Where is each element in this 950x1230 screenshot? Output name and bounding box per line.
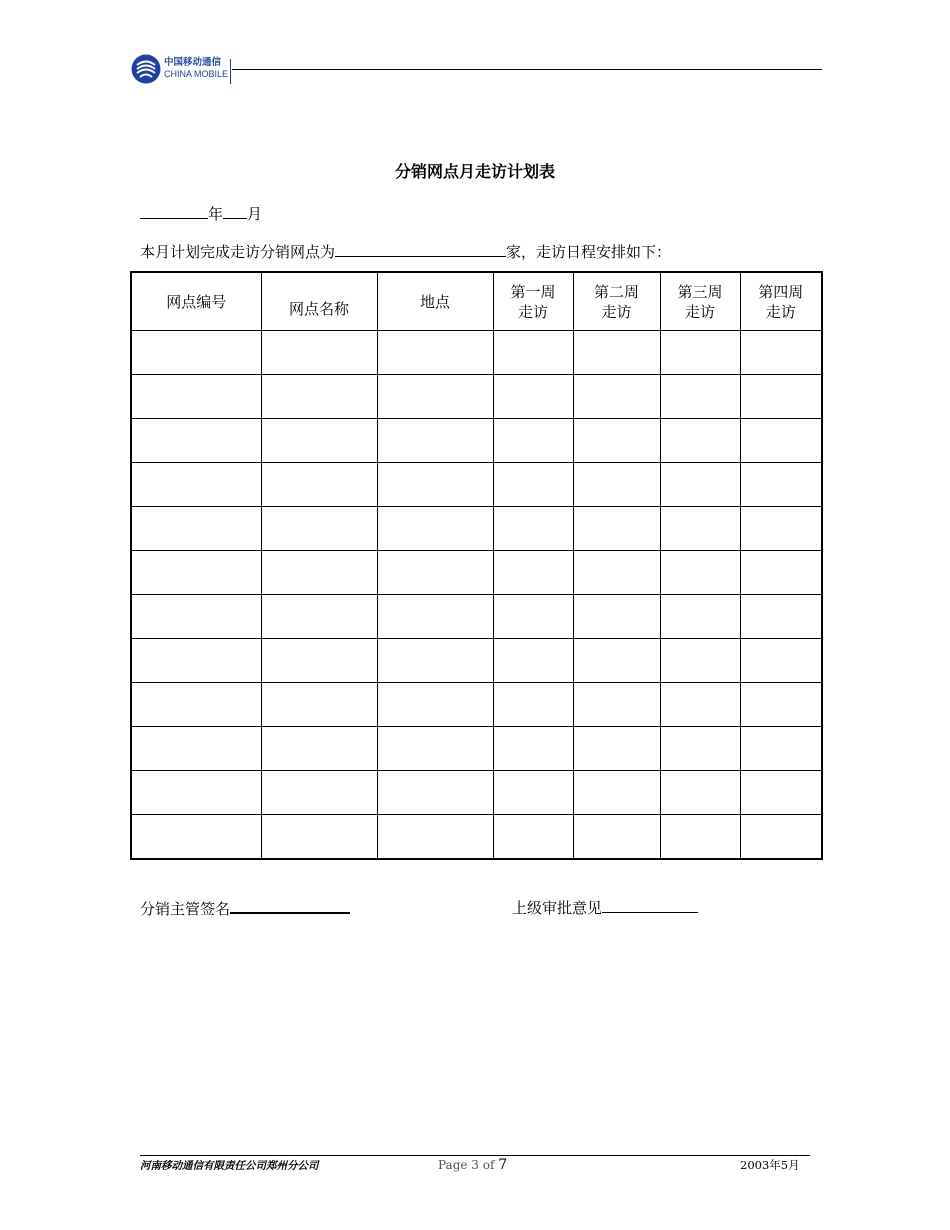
table-cell[interactable] <box>573 771 660 815</box>
table-cell[interactable] <box>573 551 660 595</box>
approval-opinion-blank[interactable] <box>602 896 698 913</box>
plan-prefix: 本月计划完成走访分销网点为 <box>140 243 336 261</box>
col-header-week1: 第一周 走访 <box>493 272 573 331</box>
plan-suffix: 家，走访日程安排如下： <box>506 243 672 261</box>
table-cell[interactable] <box>573 595 660 639</box>
count-blank[interactable] <box>335 240 506 257</box>
approval-opinion <box>512 896 698 919</box>
table-cell[interactable] <box>131 551 261 595</box>
table-cell[interactable] <box>573 419 660 463</box>
table-cell[interactable] <box>131 463 261 507</box>
table-cell[interactable] <box>740 683 822 727</box>
table-cell[interactable] <box>573 375 660 419</box>
table-cell[interactable] <box>740 463 822 507</box>
table-cell[interactable] <box>493 771 573 815</box>
col-header-week2: 第二周 走访 <box>573 272 660 331</box>
table-cell[interactable] <box>660 463 740 507</box>
table-cell[interactable] <box>377 815 493 860</box>
col-header-outlet-id: 网点编号 <box>131 272 261 331</box>
supervisor-signature-label: 分销主管签名 <box>140 900 231 918</box>
header-rule <box>232 69 822 70</box>
table-cell[interactable] <box>131 375 261 419</box>
table-cell[interactable] <box>740 419 822 463</box>
approval-opinion-label: 上级审批意见 <box>512 899 603 917</box>
table-cell[interactable] <box>377 507 493 551</box>
table-cell[interactable] <box>493 639 573 683</box>
table-cell[interactable] <box>261 771 377 815</box>
date-line <box>140 202 262 225</box>
table-row <box>131 815 822 860</box>
page-title: 分销网点月走访计划表 <box>394 162 555 181</box>
table-cell[interactable] <box>660 639 740 683</box>
logo-chinese-text: 中国移动通信 <box>164 57 222 68</box>
table-cell[interactable] <box>660 419 740 463</box>
supervisor-signature-blank[interactable] <box>230 896 350 914</box>
table-cell[interactable] <box>261 507 377 551</box>
table-cell[interactable] <box>377 683 493 727</box>
table-cell[interactable] <box>493 419 573 463</box>
table-cell[interactable] <box>740 507 822 551</box>
table-cell[interactable] <box>377 771 493 815</box>
table-cell[interactable] <box>573 331 660 375</box>
logo-divider <box>230 59 231 84</box>
footer-rule <box>140 1155 810 1156</box>
footer-page-total: 7 <box>498 1157 508 1173</box>
table-cell[interactable] <box>573 639 660 683</box>
table-cell[interactable] <box>740 375 822 419</box>
table-row <box>131 419 822 463</box>
table-cell[interactable] <box>573 507 660 551</box>
table-cell[interactable] <box>377 551 493 595</box>
table-row <box>131 771 822 815</box>
table-row <box>131 595 822 639</box>
table-cell[interactable] <box>660 595 740 639</box>
table-cell[interactable] <box>377 419 493 463</box>
table-cell[interactable] <box>377 375 493 419</box>
table-row <box>131 507 822 551</box>
table-cell[interactable] <box>660 815 740 860</box>
month-label: 月 <box>247 205 263 223</box>
table-cell[interactable] <box>660 771 740 815</box>
logo <box>131 54 231 86</box>
table-cell[interactable] <box>131 727 261 771</box>
table-cell[interactable] <box>377 727 493 771</box>
table-row <box>131 683 822 727</box>
table-body <box>131 331 822 860</box>
month-blank[interactable] <box>223 202 247 219</box>
table-cell[interactable] <box>493 683 573 727</box>
table-cell[interactable] <box>740 551 822 595</box>
table-cell[interactable] <box>377 595 493 639</box>
logo-english-text: CHINA MOBILE <box>164 69 229 79</box>
table-row <box>131 331 822 375</box>
table-cell[interactable] <box>493 595 573 639</box>
table-cell[interactable] <box>740 771 822 815</box>
table-cell[interactable] <box>261 683 377 727</box>
table-cell[interactable] <box>261 815 377 860</box>
col-header-location: 地点 <box>377 272 493 331</box>
table-cell[interactable] <box>740 815 822 860</box>
table-cell[interactable] <box>131 815 261 860</box>
table-cell[interactable] <box>261 463 377 507</box>
table-row <box>131 639 822 683</box>
table-cell[interactable] <box>131 639 261 683</box>
table-cell[interactable] <box>740 331 822 375</box>
table-cell[interactable] <box>131 507 261 551</box>
table-cell[interactable] <box>660 507 740 551</box>
col-header-week3: 第三周 走访 <box>660 272 740 331</box>
footer-company: 河南移动通信有限责任公司郑州分公司 <box>140 1160 319 1172</box>
table-cell[interactable] <box>131 683 261 727</box>
table-cell[interactable] <box>261 727 377 771</box>
visit-plan-table <box>130 271 823 860</box>
table-cell[interactable] <box>261 419 377 463</box>
table-cell[interactable] <box>660 331 740 375</box>
table-cell[interactable] <box>740 639 822 683</box>
table-cell[interactable] <box>573 683 660 727</box>
table-row <box>131 463 822 507</box>
table-cell[interactable] <box>261 375 377 419</box>
footer-date: 2003年5月 <box>740 1158 800 1172</box>
table-cell[interactable] <box>377 331 493 375</box>
table-cell[interactable] <box>493 375 573 419</box>
table-cell[interactable] <box>131 595 261 639</box>
year-blank[interactable] <box>140 202 208 219</box>
plan-line <box>140 240 671 263</box>
footer-page-number <box>438 1157 507 1173</box>
table-cell[interactable] <box>660 551 740 595</box>
table-cell[interactable] <box>740 595 822 639</box>
table-cell[interactable] <box>573 815 660 860</box>
table-cell[interactable] <box>493 331 573 375</box>
table-cell[interactable] <box>740 727 822 771</box>
table-cell[interactable] <box>261 331 377 375</box>
table-cell[interactable] <box>377 463 493 507</box>
table-cell[interactable] <box>261 595 377 639</box>
table-cell[interactable] <box>493 727 573 771</box>
table-cell[interactable] <box>131 771 261 815</box>
table-cell[interactable] <box>493 815 573 860</box>
table-cell[interactable] <box>660 727 740 771</box>
year-label: 年 <box>208 205 224 223</box>
table-cell[interactable] <box>377 639 493 683</box>
table-cell[interactable] <box>261 551 377 595</box>
col-header-outlet-name: 网点名称 <box>261 272 377 331</box>
table-cell[interactable] <box>493 507 573 551</box>
table-cell[interactable] <box>493 551 573 595</box>
footer-page-prefix: Page 3 of <box>438 1158 495 1172</box>
table-cell[interactable] <box>493 463 573 507</box>
table-row <box>131 727 822 771</box>
table-row <box>131 551 822 595</box>
table-cell[interactable] <box>131 419 261 463</box>
table-cell[interactable] <box>573 463 660 507</box>
supervisor-signature <box>140 896 350 920</box>
table-cell[interactable] <box>660 375 740 419</box>
table-row <box>131 375 822 419</box>
table-cell[interactable] <box>660 683 740 727</box>
table-header-row <box>131 272 822 331</box>
china-mobile-logo-icon <box>131 54 161 84</box>
table-cell[interactable] <box>573 727 660 771</box>
col-header-week4: 第四周 走访 <box>740 272 822 331</box>
table-cell[interactable] <box>261 639 377 683</box>
table-cell[interactable] <box>131 331 261 375</box>
